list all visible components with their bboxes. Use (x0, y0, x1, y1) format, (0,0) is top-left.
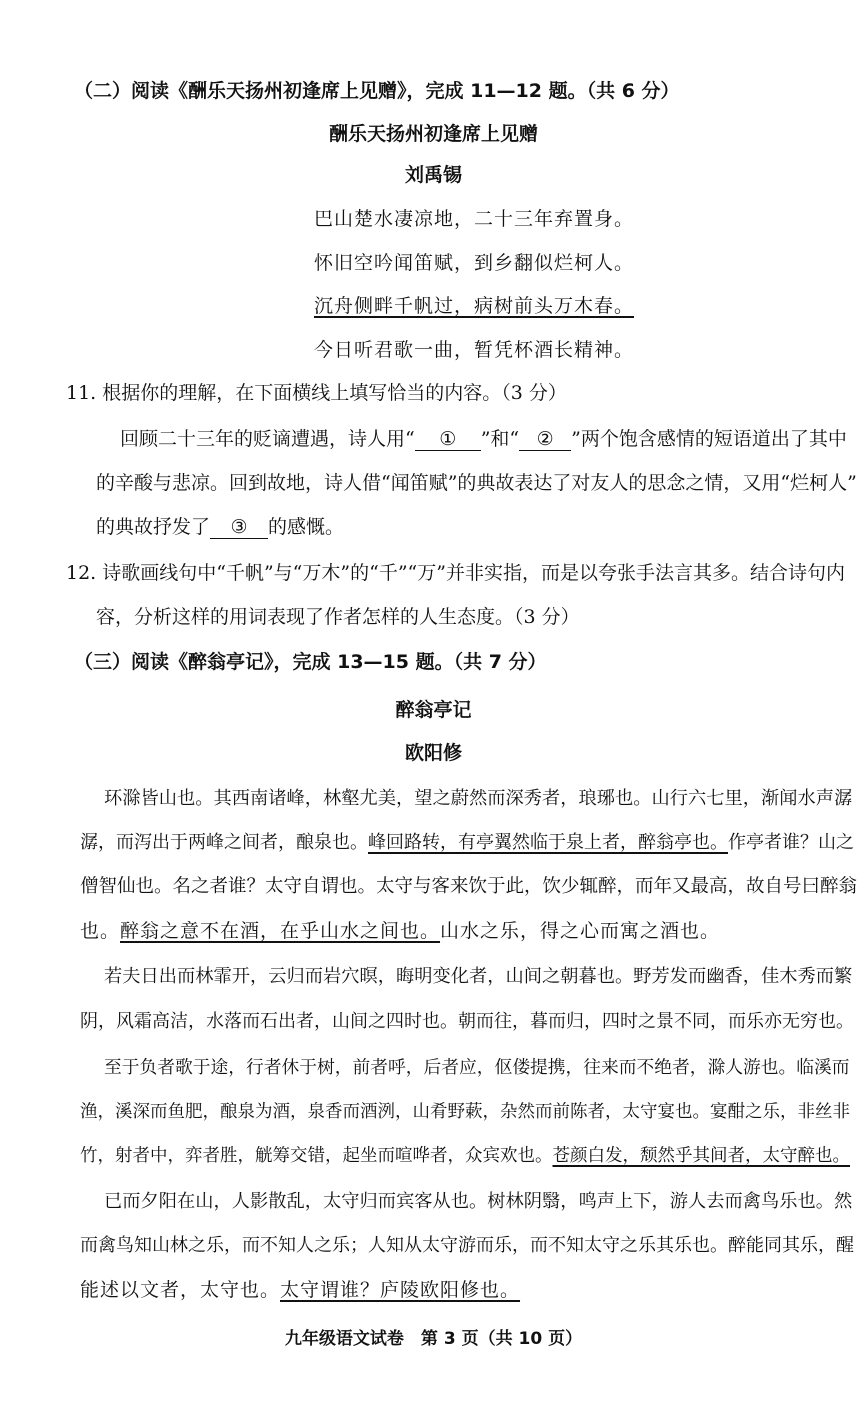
essay-p3-line-2: 渔，溪深而鱼肥，酿泉为酒，泉香而酒洌，山肴野蔌，杂然而前陈者，太守宴也。宴酣之乐，非丝非 (80, 1102, 850, 1122)
poem-title: 酬乐天扬州初逢席上见赠 (328, 123, 538, 145)
underlined-sentence-3: 苍颜白发，颓然乎其间者，太守醉也。 (552, 1146, 850, 1166)
essay-p4-line-3 (80, 1277, 520, 1303)
answer-blank-1[interactable]: ① (415, 428, 481, 451)
poem-line-1: 巴山楚水凄凉地，二十三年弃置身。 (314, 208, 635, 230)
underlined-sentence-1: 峰回路转，有亭翼然临于泉上者，醉翁亭也。 (368, 832, 728, 853)
q11-text-b: ”和“ (480, 428, 520, 450)
q11-stem: 11. 根据你的理解，在下面横线上填写恰当的内容。（3 分） (66, 382, 567, 404)
essay-text: 竹，射者中，弈者胜，觥筹交错，起坐而喧哗者，众宾欢也。 (80, 1146, 553, 1166)
q11-line-2: 的辛酸与悲凉。回到故地，诗人借“闻笛赋”的典故表达了对友人的思念之情，又用“烂柯人” (96, 472, 857, 494)
underlined-sentence-2: 醉翁之意不在酒，在乎山水之间也。 (120, 920, 441, 942)
q12-line-2: 容，分析这样的用词表现了作者怎样的人生态度。（3 分） (96, 606, 580, 628)
essay-p1-line-3: 僧智仙也。名之者谁？太守自谓也。太守与客来饮于此，饮少辄醉，而年又最高，故自号曰醉翁 (80, 876, 858, 897)
q11-line-3 (96, 514, 344, 540)
essay-text: 潺，而泻出于两峰之间者，酿泉也。 (80, 832, 368, 853)
essay-p4-line-2: 而禽鸟知山林之乐，而不知人之乐；人知从太守游而乐，而不知太守之乐其乐也。醉能同其乐，醒 (80, 1235, 854, 1256)
q11-text-a: 回顾二十三年的贬谪遭遇，诗人用“ (120, 428, 415, 450)
essay-title: 醉翁亭记 (395, 699, 472, 721)
poem-line-4: 今日听君歌一曲，暂凭杯酒长精神。 (314, 339, 635, 361)
essay-p1-line-4 (80, 918, 720, 944)
essay-text: 能述以文者，太守也。 (80, 1279, 281, 1301)
poem-line-3-underlined: 沉舟侧畔千帆过，病树前头万木春。 (314, 295, 635, 317)
q11-text-c: ”两个饱含感情的短语道出了其中 (571, 428, 847, 450)
essay-author: 欧阳修 (404, 742, 462, 764)
poem-author: 刘禹锡 (404, 164, 462, 186)
section-2-heading: （二）阅读《酬乐天扬州初逢席上见赠》，完成 11—12 题。（共 6 分） (74, 80, 680, 102)
section-3-heading: （三）阅读《醉翁亭记》，完成 13—15 题。（共 7 分） (74, 651, 547, 673)
q11-line-1 (120, 426, 847, 452)
answer-blank-2[interactable]: ② (519, 428, 571, 451)
essay-p1-line-1: 环滁皆山也。其西南诸峰，林壑尤美，望之蔚然而深秀者，琅琊也。山行六七里，渐闻水声潺 (104, 788, 853, 809)
essay-p1-line-2 (80, 830, 854, 856)
essay-text: 作亭者谁？山之 (728, 832, 854, 853)
essay-p3-line-1: 至于负者歌于途，行者休于树，前者呼，后者应，伛偻提携，往来而不绝者，滁人游也。临溪而 (104, 1058, 850, 1078)
page-footer: 九年级语文试卷 第 3 页（共 10 页） (284, 1329, 583, 1349)
q11-text-e: 的感慨。 (268, 516, 345, 538)
essay-p4-line-1: 已而夕阳在山，人影散乱，太守归而宾客从也。树林阴翳，鸣声上下，游人去而禽鸟乐也。然 (104, 1191, 853, 1212)
q11-text-d: 的典故抒发了 (96, 516, 211, 538)
essay-p2-line-1: 若夫日出而林霏开，云归而岩穴暝，晦明变化者，山间之朝暮也。野芳发而幽香，佳木秀而繁 (104, 966, 853, 987)
answer-blank-3[interactable]: ③ (210, 516, 268, 539)
underlined-sentence-4: 太守谓谁？庐陵欧阳修也。 (280, 1279, 521, 1301)
poem-line-2: 怀旧空吟闻笛赋，到乡翻似烂柯人。 (314, 252, 635, 274)
essay-p3-line-3 (80, 1143, 850, 1169)
q12-line-1: 12. 诗歌画线句中“千帆”与“万木”的“千”“万”并非实指，而是以夸张手法言其多。结合诗句内 (66, 562, 845, 584)
essay-text: 山水之乐，得之心而寓之酒也。 (440, 920, 721, 942)
essay-p2-line-2: 阴，风霜高洁，水落而石出者，山间之四时也。朝而往，暮而归，四时之景不同，而乐亦无穷也。 (80, 1011, 854, 1032)
essay-text: 也。 (80, 920, 121, 942)
